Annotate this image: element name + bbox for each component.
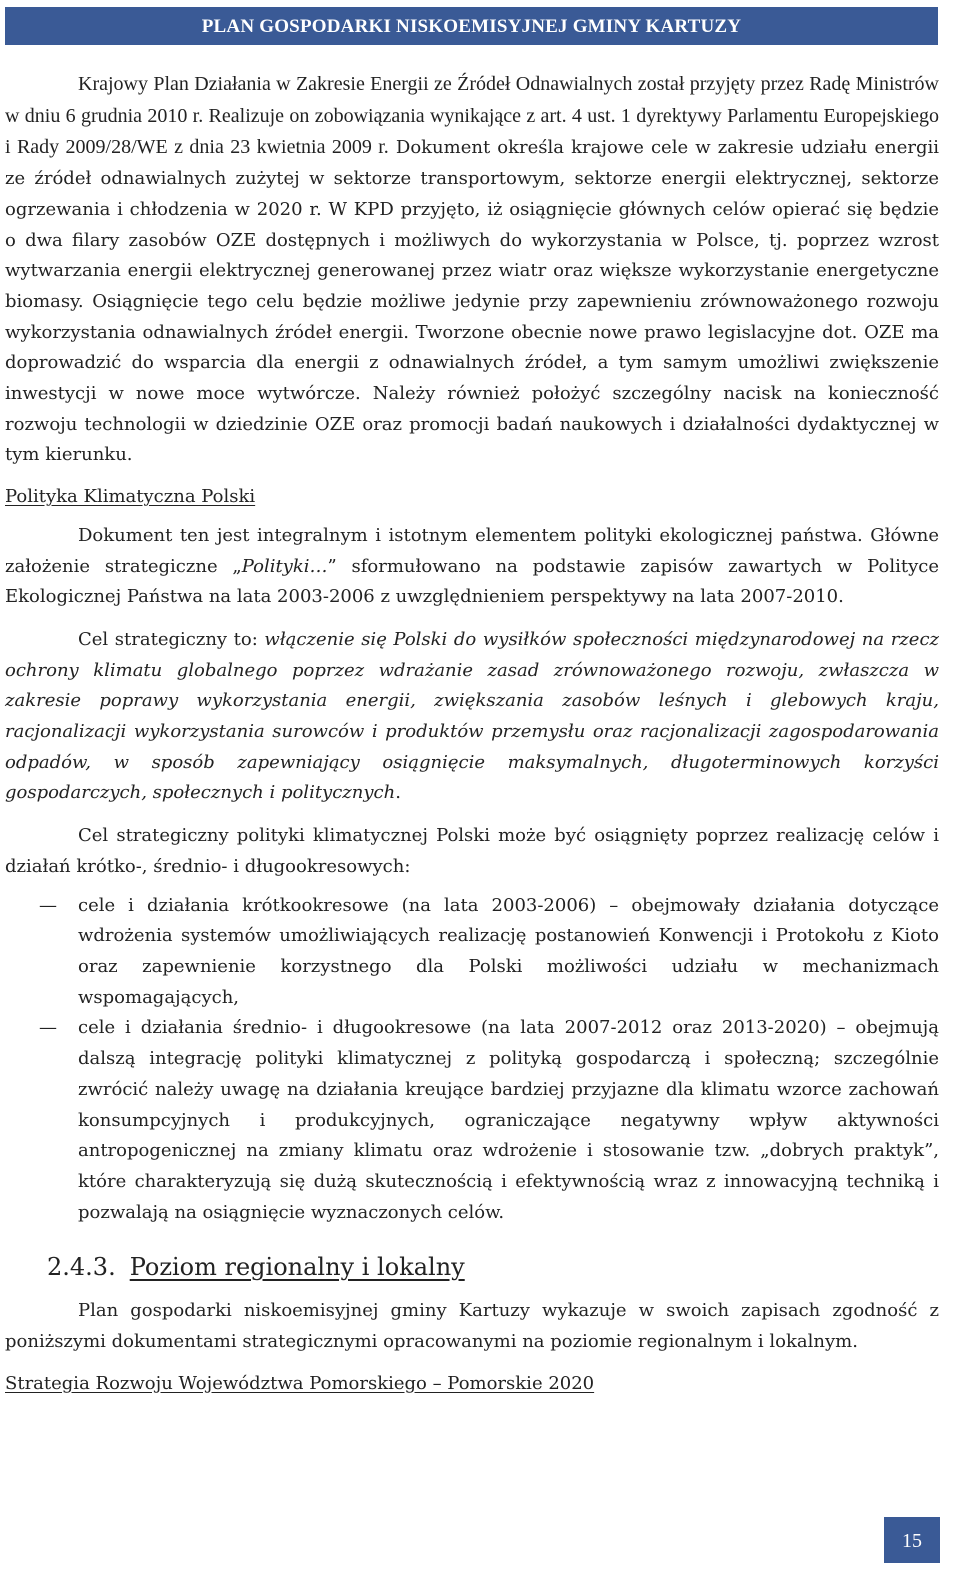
list-dash: — <box>39 1017 57 1039</box>
paragraph-plan-zgodnosc: Plan gospodarki niskoemisyjnej gminy Kartuzy wykazuje w swoich zapisach zgodność z poniższymi dokumentami strategicznymi opracowanymi na poziomie regionalnym i lokalnym. <box>5 1300 939 1353</box>
paragraph-cele-dzialania: Cel strategiczny polityki klimatycznej Polski może być osiągnięty poprzez realizację celów i działań krótko-, średnio- i długookresowych: <box>5 825 939 877</box>
paragraph-polityka-intro <box>5 521 939 613</box>
list-item-text: cele i działania średnio- i długookresowe (na lata 2007-2012 oraz 2013-2020) – obejmują dalszą integrację polityki klimatycznej z polityką gospodarczą i społeczną; szczególnie zwrócić należy uwagę na działania kreujące bardziej przyjazne dla klimatu wzorce zachowań konsumpcyjnych i produkcyjnych, ograniczające negatywny wpływ aktywności antropogenicznej na zmiany klimatu oraz wdrożenie i stosowanie tzw. „dobrych praktyk”, które charakteryzują się dużą skutecznością i efektywnością wraz z innowacyjną techniką i pozwalają na osiągnięcie wyznaczonych celów. <box>78 1017 939 1223</box>
list-item <box>5 1013 939 1228</box>
paragraph-cel-strategiczny <box>5 625 939 809</box>
list-item <box>5 891 939 1014</box>
paragraph-kpd-intro: Krajowy Plan Działania w Zakresie Energii ze Źródeł Odnawialnych został przyjęty przez Radę Ministrów w dniu 6 grudnia 2010 r. Realizuje on zobowiązania wynikające z art. 4 ust. 1 dyrektywy Parlamentu Europejskiego i Rady 2009/28/WE z dnia 23 kwietnia 2009 r. <box>5 73 939 159</box>
paragraph-cel-strategiczny-end: . <box>395 782 401 804</box>
page-number-badge <box>884 1517 940 1563</box>
page-number: 15 <box>902 1530 922 1552</box>
subheading-strategia-pomorskie: Strategia Rozwoju Województwa Pomorskiego – Pomorskie 2020 <box>5 1372 595 1394</box>
header-title: PLAN GOSPODARKI NISKOEMISYJNEJ GMINY KARTUZY <box>201 16 742 37</box>
page-header <box>5 7 938 45</box>
paragraph-kpd-body: Dokument określa krajowe cele w zakresie udziału energii ze źródeł odnawialnych zużytej w sektorze transportowym, sektorze energii elektrycznej, sektorze ogrzewania i chłodzenia w 2020 r. W KPD przyjęto, iż osiągnięcie głównych celów opierać się będzie o dwa filary zasobów OZE dostępnych i możliwych do wykorzystania w Polsce, tj. poprzez wzrost wytwarzania energii elektrycznej generowanej przez wiatr oraz większe wykorzystanie energetyczne biomasy. Osiągnięcie tego celu będzie możliwe jedynie przy zapewnieniu zrównoważonego rozwoju wykorzystania odnawialnych źródeł energii. Tworzone obecnie nowe prawo legislacyjne dot. OZE ma doprowadzić do wsparcia dla energii z odnawialnych źródeł, a tym samym umożliwi zwiększenie inwestycji w nowe moce wytwórcze. Należy również położyć szczególny nacisk na konieczność rozwoju technologii w dziedzinie OZE oraz promocji badań naukowych i działalności dydaktycznej w tym kierunku. <box>5 137 940 466</box>
paragraph-polityka-intro-b: ” sformułowano na podstawie zapisów zawartych w Polityce Ekologicznej Państwa na lata 2003-2006 z uwzględnieniem perspektywy na lata 2007-2010. <box>5 555 939 608</box>
paragraph-polityka-intro-italic: Polityki… <box>241 555 328 577</box>
dash-list <box>5 891 939 1229</box>
section-title: Poziom regionalny i lokalny <box>129 1253 465 1282</box>
paragraph-cel-strategiczny-lead: Cel strategiczny to: <box>78 628 265 650</box>
paragraph-kpd <box>5 69 939 471</box>
list-item-text: cele i działania krótkookresowe (na lata 2003-2006) – obejmowały działania dotyczące wdrożenia systemów umożliwiających realizację postanowień Konwencji i Protokołu z Kioto oraz zapewnienie korzystnego dla Polski możliwości udziału w mechanizmach wspomagających, <box>78 894 939 1008</box>
paragraph-polityka-intro-a: Dokument ten jest integralnym i istotnym elementem polityki ekologicznej państwa. Główne założenie strategiczne „ <box>5 524 939 577</box>
section-heading <box>47 1250 939 1284</box>
section-number: 2.4.3. <box>47 1253 116 1282</box>
subheading-polityka-klimatyczna: Polityka Klimatyczna Polski <box>5 486 256 508</box>
paragraph-cel-strategiczny-italic: włączenie się Polski do wysiłków społeczności międzynarodowej na rzecz ochrony klimatu globalnego poprzez wdrażanie zasad zrównoważonego rozwoju, zwłaszcza w zakresie poprawy wykorzystania energii, zwiększania zasobów leśnych i glebowych kraju, racjonalizacji wykorzystania surowców i produktów przemysłu oraz racjonalizacji zagospodarowania odpadów, w sposób zapewniający osiągnięcie maksymalnych, długoterminowych korzyści gospodarczych, społecznych i politycznych <box>5 628 940 804</box>
document-body <box>5 69 939 1399</box>
list-dash: — <box>39 894 57 916</box>
